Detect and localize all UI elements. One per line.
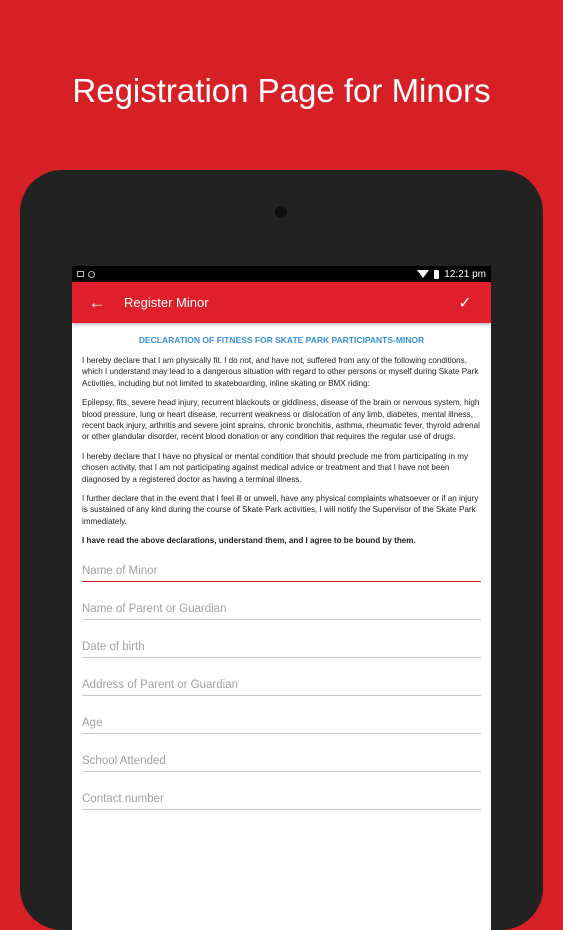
minor-name-input[interactable] [82,565,481,577]
declaration-paragraph: I hereby declare that I am physically fit. I do not, and have not, suffered from any of the following conditions, which I understand may lead to a dangerous situation with regard to other persons or myself during Skate Park Activities, including but not limited to skateboarding, inline skating or BMX riding: [82,356,479,388]
parent-name-input[interactable] [82,603,481,615]
wifi-icon [417,270,429,278]
toolbar-title: Register Minor [124,295,209,310]
date-of-birth-field [82,631,481,658]
status-time: 12:21 pm [444,268,486,280]
age-input[interactable] [82,717,481,729]
date-of-birth-input[interactable] [82,641,481,653]
parent-address-input[interactable] [82,679,481,691]
status-bar-notifications [77,271,95,278]
device-screen [72,266,491,930]
parent-name-field [82,593,481,620]
declaration-paragraph: I further declare that in the event that I feel ill or unwell, have any physical complaints whatsoever or if an injury is sustained of any kind during the course of Skate Park activities, I will notify the Supervisor of the Skate Park immediately. [82,494,479,526]
arrow-left-icon: ← [88,292,106,312]
app-toolbar [72,282,491,323]
app-notification-icon [88,271,95,278]
screenshot-icon [77,271,84,277]
contact-number-input[interactable] [82,793,481,805]
confirm-button[interactable] [451,282,479,323]
parent-address-field [82,669,481,696]
tablet-frame [20,170,543,930]
registration-content[interactable] [72,323,491,810]
status-bar-system [417,269,486,280]
promo-headline: Registration Page for Minors [72,72,491,109]
declaration-paragraph: Epilepsy, fits, severe head injury, recurrent blackouts or giddiness, disease of the brain or nervous system, high blood pressure, lung or heart disease, recurrent weakness or dislocation of any limb, diabetes, mental illness, recent back injury, arthritis and severe joint sprains, chronic bronchitis, asthma, rheumatic fever, thyroid adrenal or other glandular disorder, recent blood donation or any condition that requires the regular use of drugs. [82,398,480,442]
check-icon: ✓ [458,294,472,312]
age-field [82,707,481,734]
school-field [82,745,481,772]
minor-name-field [82,555,481,582]
agreement-statement: I have read the above declarations, understand them, and I agree to be bound by them. [82,536,416,546]
status-bar [72,266,491,282]
battery-icon [434,270,439,279]
declaration-title: DECLARATION OF FITNESS FOR SKATE PARK PARTICIPANTS-MINOR [138,335,425,345]
camera-lens [275,206,287,218]
declaration-paragraph: I hereby declare that I have no physical or mental condition that should preclude me from participating in my chosen activity, that I am not participating against medical advice or treatment and that I have not been diagnosed by a registered doctor as having a terminal illness. [82,451,469,484]
contact-number-field [82,783,481,810]
back-button[interactable] [82,282,112,323]
school-input[interactable] [82,755,481,767]
